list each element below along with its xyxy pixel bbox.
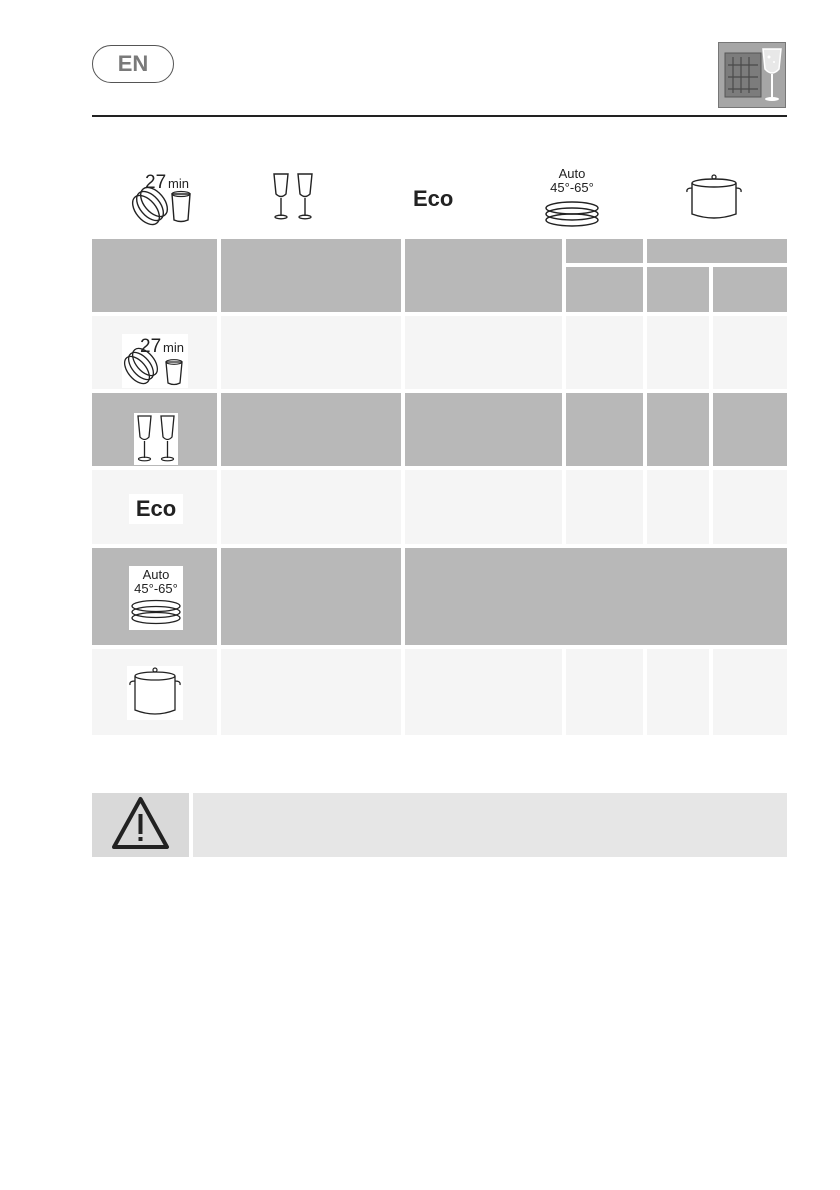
table-cell xyxy=(713,649,787,735)
table-cell xyxy=(647,649,709,735)
table-header-cell xyxy=(713,267,787,312)
table-cell xyxy=(221,316,401,389)
eco-icon: Eco xyxy=(129,494,183,524)
svg-text:45°-65°: 45°-65° xyxy=(134,581,178,596)
table-cell xyxy=(221,649,401,735)
eco-icon: Eco xyxy=(413,186,454,211)
svg-text:27: 27 xyxy=(145,172,167,193)
table-cell xyxy=(713,393,787,466)
language-badge: EN xyxy=(92,45,174,83)
table-cell xyxy=(566,393,643,466)
table-cell xyxy=(405,393,562,466)
table-header-cell xyxy=(566,267,643,312)
table-header-cell xyxy=(405,239,562,312)
quick-wash-icon xyxy=(122,334,188,388)
table-cell xyxy=(566,316,643,389)
quick-wash-icon xyxy=(126,170,206,226)
warning-triangle-icon xyxy=(92,793,189,857)
svg-text:Auto: Auto xyxy=(558,166,586,181)
table-cell xyxy=(405,316,562,389)
table-merged-cell xyxy=(405,548,787,645)
svg-text:min: min xyxy=(163,340,184,355)
table-cell xyxy=(647,393,709,466)
table-header-cell xyxy=(566,239,643,263)
table-header-cell xyxy=(221,239,401,312)
table-cell xyxy=(221,548,401,645)
glass-icon xyxy=(134,413,178,465)
table-cell xyxy=(566,649,643,735)
svg-text:min: min xyxy=(168,176,189,191)
table-cell xyxy=(713,470,787,544)
warning-box xyxy=(92,793,787,857)
pot-icon xyxy=(127,666,183,720)
table-cell xyxy=(713,316,787,389)
header-divider xyxy=(92,115,787,117)
table-cell xyxy=(647,470,709,544)
auto-wash-icon xyxy=(129,566,183,630)
table-cell xyxy=(647,316,709,389)
table-cell xyxy=(221,470,401,544)
table-cell xyxy=(405,470,562,544)
pot-icon xyxy=(684,174,744,222)
table-header-cell xyxy=(92,239,217,312)
svg-text:27: 27 xyxy=(140,336,162,357)
table-cell xyxy=(221,393,401,466)
glass-icon xyxy=(270,172,316,222)
dishwasher-glass-icon xyxy=(718,42,786,108)
table-cell xyxy=(405,649,562,735)
table-header-cell xyxy=(647,239,787,263)
warning-divider xyxy=(189,793,193,857)
svg-text:Auto: Auto xyxy=(142,567,170,582)
auto-wash-icon xyxy=(536,166,608,232)
table-header-cell xyxy=(647,267,709,312)
table-cell xyxy=(566,470,643,544)
svg-text:45°-65°: 45°-65° xyxy=(550,180,594,195)
